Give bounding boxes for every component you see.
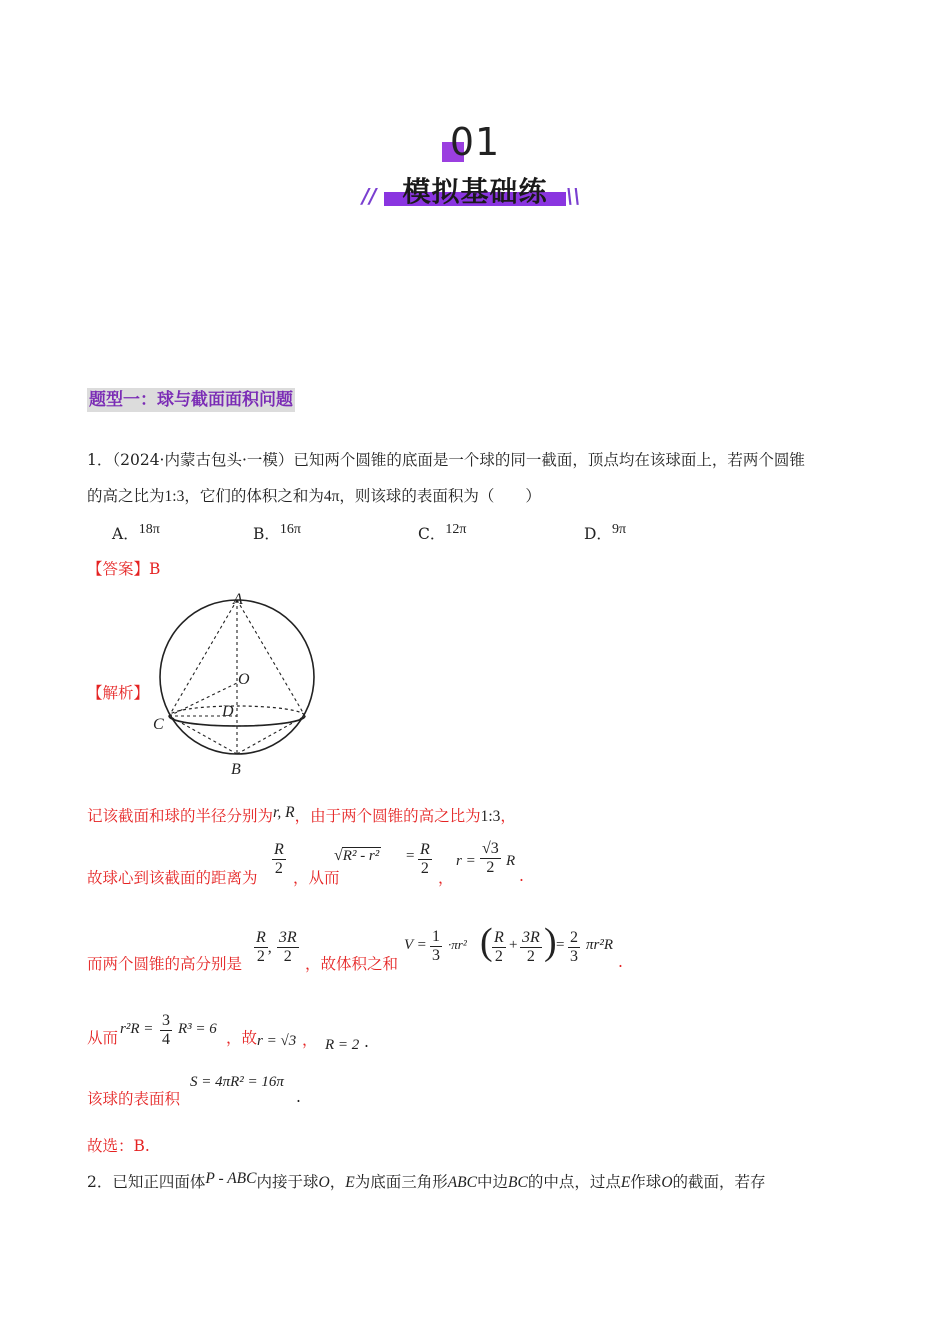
banner-number: 01 bbox=[449, 120, 501, 164]
q1-volume: 4π bbox=[323, 488, 340, 505]
edge-AC bbox=[169, 600, 237, 716]
sphere-cone-figure bbox=[148, 588, 328, 778]
label-B: B bbox=[231, 761, 241, 778]
edge-A-right bbox=[237, 600, 305, 716]
q2-line1: 2．已知正四面体P - ABC内接于球O，E为底面三角形ABC中边BC的中点，过点E作球O的截面，若存 bbox=[87, 1170, 766, 1191]
paren-left: ( bbox=[480, 921, 493, 963]
section-header: 题型一：球与截面面积问题 bbox=[89, 390, 293, 410]
frac-3-4: $\frac{3}{4}$ bbox=[162, 1012, 170, 1048]
option-c[interactable]: C．12π bbox=[418, 522, 467, 543]
edge-BC bbox=[169, 716, 237, 754]
option-a[interactable]: A．18π bbox=[112, 522, 160, 543]
frac-R-over-2: $\frac{R}{2}$ bbox=[274, 841, 284, 877]
frac-2-3: $\frac{2}{3}$ bbox=[570, 929, 578, 965]
label-A: A bbox=[233, 591, 243, 608]
q1-line2: 的高之比为1:3，它们的体积之和为4π，则该球的表面积为（ ） bbox=[87, 487, 541, 505]
label-O: O bbox=[238, 671, 250, 688]
analysis-label: 【解析】 bbox=[87, 684, 150, 702]
paren-right: ) bbox=[544, 921, 557, 963]
sphere-outline bbox=[160, 600, 314, 754]
answer: 【答案】B bbox=[87, 560, 161, 578]
frac-3R-over-2: $\frac{3R}{2}$ bbox=[522, 929, 540, 965]
edge-B-right bbox=[237, 716, 305, 754]
option-b[interactable]: B．16π bbox=[253, 522, 301, 543]
label-C: C bbox=[153, 716, 164, 733]
banner-slash-right: \\ bbox=[566, 184, 581, 208]
solution-line-2-from: ，从而 bbox=[293, 869, 340, 887]
banner-slash-left: // bbox=[362, 184, 377, 208]
final-choice: 故选：B. bbox=[87, 1137, 150, 1155]
eq-sign: = bbox=[406, 848, 415, 864]
frac-R-2: $\frac{R}{2}$ , $\frac{3R}{2}$ bbox=[256, 929, 297, 965]
solution-line-3-text: 而两个圆锥的高分别是 bbox=[87, 955, 243, 973]
banner-title: 模拟基础练 bbox=[402, 175, 548, 208]
label-D: D bbox=[222, 703, 234, 720]
frac-R-over-2-b: $\frac{R}{2}$ bbox=[420, 841, 430, 877]
frac-1-3: $\frac{1}{3}$ bbox=[432, 928, 440, 964]
sqrt-expression: √R² - r² bbox=[334, 847, 380, 864]
r-equals: r = bbox=[456, 853, 476, 869]
solution-line-2-text: 故球心到该截面的距离为 bbox=[87, 869, 258, 887]
frac-R-over-2-c: $\frac{R}{2}$ bbox=[494, 929, 504, 965]
option-d[interactable]: D．9π bbox=[584, 522, 627, 543]
frac-sqrt3-over-2: $\frac{√3}{2}$ bbox=[482, 840, 499, 876]
q1-ratio: 1:3 bbox=[164, 488, 185, 505]
q1-line1: 1．（2024·内蒙古包头·一模）已知两个圆锥的底面是一个球的同一截面，顶点均在该球面上，若两个圆锥 bbox=[87, 451, 805, 469]
solution-line-1: 记该截面和球的半径分别为r, R，由于两个圆锥的高之比为1:3， bbox=[87, 804, 516, 825]
